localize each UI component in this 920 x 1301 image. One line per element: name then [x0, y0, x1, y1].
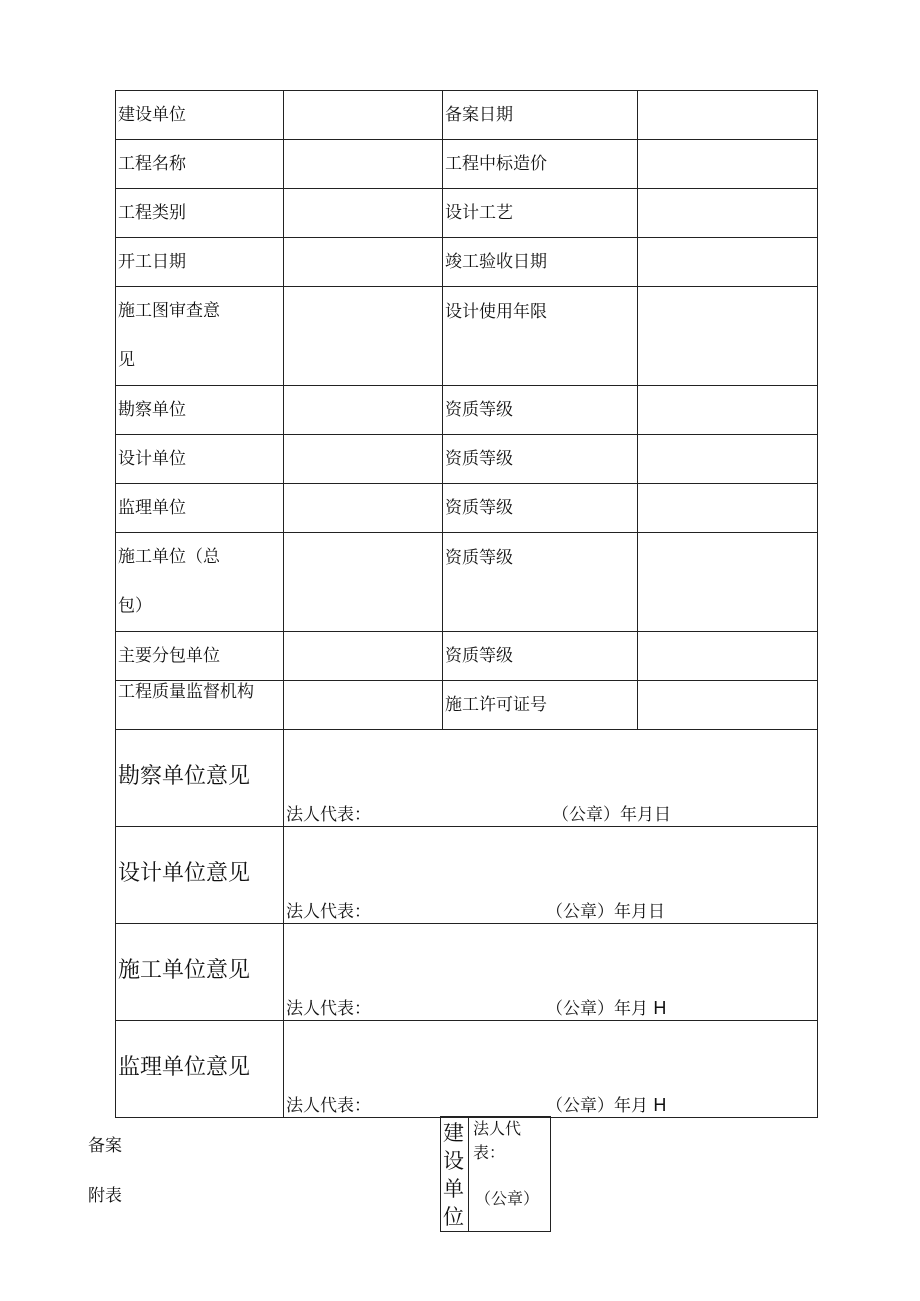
- table-row: [116, 386, 818, 435]
- label-cell: [116, 533, 284, 632]
- value-cell[interactable]: [284, 533, 443, 632]
- table-row: [116, 189, 818, 238]
- label-cell: 资质等级: [443, 435, 638, 484]
- value-cell[interactable]: [638, 287, 818, 386]
- table-row: [116, 140, 818, 189]
- label-line: 包）: [118, 596, 152, 616]
- value-cell[interactable]: [284, 386, 443, 435]
- filing-form-table: [115, 90, 818, 1118]
- attached-table-label: 附表: [88, 1186, 122, 1206]
- label-cell: 备案日期: [443, 91, 638, 140]
- label-cell: 工程名称: [116, 140, 284, 189]
- legal-rep-label-line1: 法人代: [473, 1119, 522, 1138]
- label-cell: 监理单位: [116, 484, 284, 533]
- opinion-cell[interactable]: [284, 1021, 818, 1118]
- seal-date: [552, 803, 671, 826]
- label-line: 施工图审查意: [118, 301, 220, 321]
- value-cell[interactable]: [638, 91, 818, 140]
- legal-rep-label-line2: 表：: [473, 1143, 506, 1162]
- label-cell: 勘察单位: [116, 386, 284, 435]
- label-cell: 竣工验收日期: [443, 238, 638, 287]
- label-cell: 资质等级: [443, 484, 638, 533]
- table-row: [116, 287, 818, 386]
- legal-rep-label: 法人代表：: [286, 902, 371, 922]
- value-cell[interactable]: [638, 632, 818, 681]
- value-cell[interactable]: [638, 238, 818, 287]
- opinion-row: [116, 827, 818, 924]
- label-cell: 工程质量监督机构: [116, 681, 284, 730]
- label-cell: 设计使用年限: [443, 287, 638, 386]
- construction-unit-sign-cell[interactable]: [469, 1117, 551, 1232]
- legal-rep-label: 法人代表：: [286, 999, 371, 1019]
- label-cell: 主要分包单位: [116, 632, 284, 681]
- seal-label: （公章）: [475, 1189, 540, 1208]
- value-cell[interactable]: [284, 287, 443, 386]
- vertical-char: 位: [443, 1205, 464, 1229]
- table-row: [116, 91, 818, 140]
- value-cell[interactable]: [284, 91, 443, 140]
- value-cell[interactable]: [638, 435, 818, 484]
- opinion-cell[interactable]: [284, 827, 818, 924]
- value-cell[interactable]: [284, 632, 443, 681]
- table-row: [116, 632, 818, 681]
- label-cell: 开工日期: [116, 238, 284, 287]
- label-cell: 建设单位: [116, 91, 284, 140]
- seal-text: （公章）年月日: [552, 805, 671, 825]
- value-cell[interactable]: [638, 189, 818, 238]
- value-cell[interactable]: [638, 386, 818, 435]
- construction-unit-vertical-label: [441, 1117, 469, 1232]
- legal-rep-label: 法人代表：: [286, 1096, 371, 1116]
- opinion-title: 监理单位意见: [116, 1021, 284, 1118]
- label-line: 见: [118, 350, 135, 370]
- table-row: [116, 533, 818, 632]
- seal-suffix: H: [653, 1095, 667, 1115]
- opinion-row: [116, 730, 818, 827]
- label-cell: 施工许可证号: [443, 681, 638, 730]
- value-cell[interactable]: [284, 681, 443, 730]
- opinion-title: 设计单位意见: [116, 827, 284, 924]
- value-cell[interactable]: [284, 484, 443, 533]
- value-cell[interactable]: [284, 140, 443, 189]
- table-row: [116, 435, 818, 484]
- value-cell[interactable]: [638, 681, 818, 730]
- label-line: 施工单位（总: [118, 547, 220, 567]
- value-cell[interactable]: [284, 435, 443, 484]
- value-cell[interactable]: [638, 484, 818, 533]
- label-cell: [116, 287, 284, 386]
- seal-date: [546, 997, 666, 1020]
- seal-date: [546, 1094, 666, 1117]
- label-cell: 资质等级: [443, 533, 638, 632]
- opinion-cell[interactable]: [284, 924, 818, 1021]
- seal-suffix: H: [653, 998, 667, 1018]
- value-cell[interactable]: [638, 140, 818, 189]
- label-cell: 设计工艺: [443, 189, 638, 238]
- value-cell[interactable]: [638, 533, 818, 632]
- label-cell: 工程中标造价: [443, 140, 638, 189]
- label-cell: 设计单位: [116, 435, 284, 484]
- value-cell[interactable]: [284, 189, 443, 238]
- construction-unit-box: [440, 1116, 551, 1232]
- table-row: [116, 238, 818, 287]
- filing-label: 备案: [88, 1136, 122, 1156]
- vertical-char: 设: [443, 1149, 464, 1173]
- label-cell: 工程类别: [116, 189, 284, 238]
- label-cell: 资质等级: [443, 632, 638, 681]
- opinion-cell[interactable]: [284, 730, 818, 827]
- seal-date: [546, 900, 665, 923]
- opinion-row: [116, 924, 818, 1021]
- table-row: [116, 484, 818, 533]
- label-cell: 资质等级: [443, 386, 638, 435]
- table-row: [116, 681, 818, 730]
- seal-text: （公章）年月: [546, 1096, 648, 1116]
- vertical-char: 单: [443, 1177, 464, 1201]
- opinion-title: 勘察单位意见: [116, 730, 284, 827]
- seal-text: （公章）年月日: [546, 902, 665, 922]
- legal-rep-label: 法人代表：: [286, 805, 371, 825]
- vertical-char: 建: [443, 1121, 464, 1145]
- opinion-title: 施工单位意见: [116, 924, 284, 1021]
- seal-text: （公章）年月: [546, 999, 648, 1019]
- value-cell[interactable]: [284, 238, 443, 287]
- opinion-row: [116, 1021, 818, 1118]
